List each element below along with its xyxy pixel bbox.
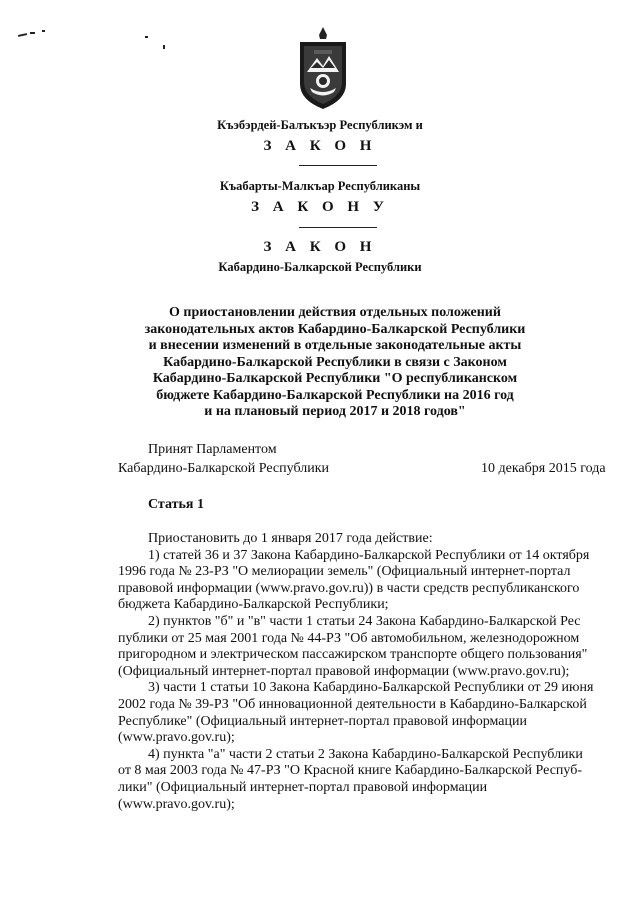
scan-artifact [18,33,27,37]
article-line: 1) статей 36 и 37 Закона Кабардино-Балкарской Республики от 14 октября [148,547,590,563]
article-line: Республике" (Официальный интернет-портал правовой информации [118,713,527,729]
balkar-header: Къабарты-Малкъар Республиканы [219,179,421,193]
article-line: (www.pravo.gov.ru); [118,730,235,746]
article-body [118,531,640,813]
article-line: от 8 мая 2003 года № 47-РЗ "О Красной книге Кабардино-Балкарской Респуб- [118,763,583,779]
balkar-law-word: З А К О Н У [251,199,389,215]
kabardian-header: Къэбэрдей-Балъкъэр Республикэм и [217,118,423,132]
coat-of-arms-icon [296,26,350,110]
article-line: (www.pravo.gov.ru); [118,796,235,812]
law-title-line: законодательных актов Кабардино-Балкарской Республики [144,321,526,337]
article-line: публики от 25 мая 2001 года № 44-РЗ "Об автомобильном, железнодорожном [118,630,580,646]
article-line: 1996 года № 23-РЗ "О мелиорации земель" (Официальный интернет-портал [118,564,571,580]
scan-artifact [145,36,148,38]
law-title-line: Кабардино-Балкарской Республики в связи с Законом [163,354,507,370]
article-line: 2002 года № 39-РЗ "Об инновационной деятельности в Кабардино-Балкарской [118,696,587,712]
article-heading: Статья 1 [148,497,204,512]
divider-2 [299,227,377,228]
article-line: пригородном и электрическом пассажирском транспорте общего пользования" [118,647,588,663]
article-line: 2) пунктов "б" и "в" части 1 статьи 24 Закона Кабардино-Балкарской Рес [148,613,581,629]
article-line: Приостановить до 1 января 2017 года действие: [148,531,433,546]
article-line: (Официальный интернет-портал правовой информации (www.pravo.gov.ru); [118,663,570,679]
article-line: лики" (Официальный интернет-портал правовой информации [118,779,488,795]
adoption-date: 10 декабря 2015 года [481,461,606,476]
article-line: 3) части 1 статьи 10 Закона Кабардино-Балкарской Республики от 29 июня [148,680,594,696]
divider-1 [299,165,377,166]
adopted-by: Принят Парламентом [148,442,277,457]
kabardian-law-word: З А К О Н [263,138,377,154]
adopted-by-republic: Кабардино-Балкарской Республики [118,461,329,476]
law-title [120,305,550,421]
law-title-line: и на плановый период 2017 и 2018 годов" [204,404,466,419]
article-line: правовой информации (www.pravo.gov.ru)) в части средств республиканского [118,580,580,596]
law-title-line: О приостановлении действия отдельных положений [169,305,501,320]
scan-artifact [163,45,165,49]
scan-artifact [30,32,35,34]
article-line: бюджета Кабардино-Балкарской Республики; [118,597,389,613]
scan-artifact [42,30,45,32]
law-title-line: и внесении изменений в отдельные законодательные акты [148,338,522,353]
russian-header: Кабардино-Балкарской Республики [218,260,422,274]
law-title-line: бюджете Кабардино-Балкарской Республики на 2016 год [156,387,514,403]
russian-law-word: З А К О Н [263,239,377,255]
article-line: 4) пункта "а" части 2 статьи 2 Закона Кабардино-Балкарской Республики [148,746,583,762]
law-title-line: Кабардино-Балкарской Республики "О республиканском [152,371,518,386]
